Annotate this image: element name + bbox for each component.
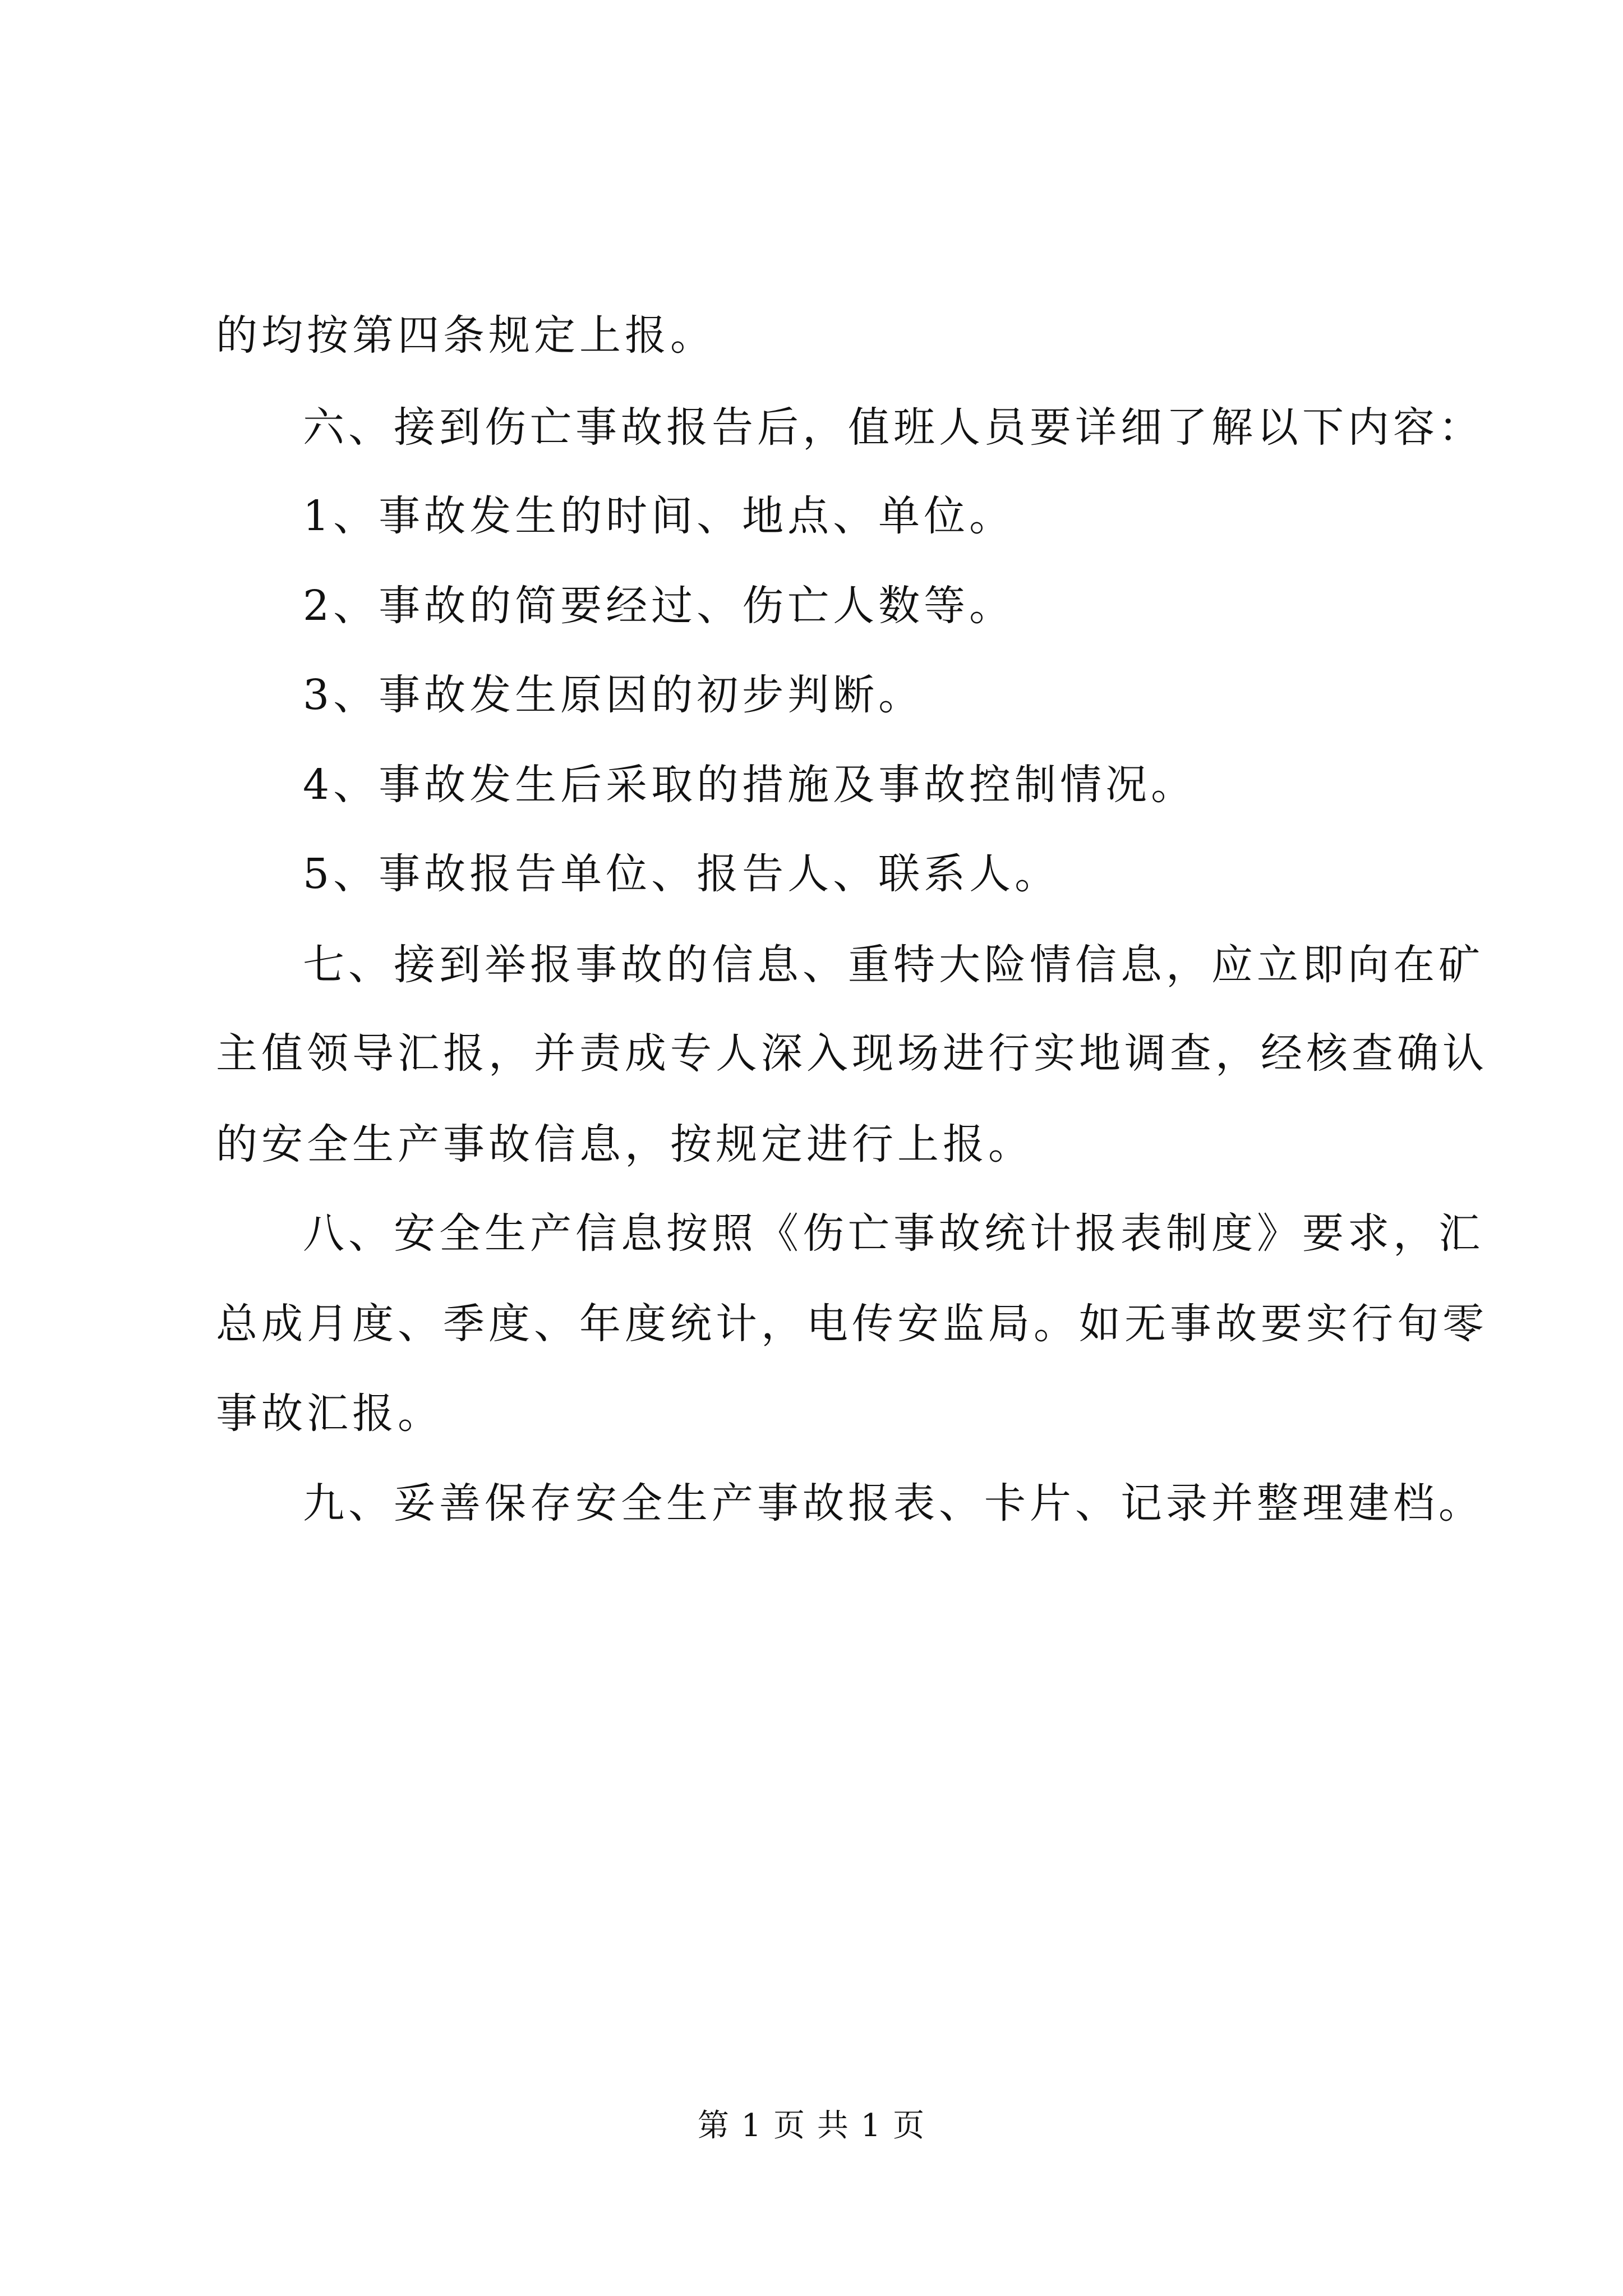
- text-line: 5、事故报告单位、报告人、联系人。: [303, 850, 1061, 898]
- text-line: 1、事故发生的时间、地点、单位。: [303, 492, 1015, 540]
- text-line: 3、事故发生原因的初步判断。: [303, 671, 924, 719]
- text-line: 七、接到举报事故的信息、重特大险情信息，应立即向在矿: [303, 941, 1484, 989]
- text-line: 八、安全生产信息按照《伤亡事故统计报表制度》要求，汇: [303, 1209, 1484, 1258]
- page-number-footer: 第 1 页 共 1 页: [697, 2108, 926, 2144]
- text-line: 九、妥善保存安全生产事故报表、卡片、记录并整理建档。: [303, 1479, 1484, 1527]
- text-line: 事故汇报。: [216, 1389, 443, 1438]
- text-line: 主值领导汇报，并责成专人深入现场进行实地调查，经核查确认: [216, 1029, 1488, 1078]
- text-line: 2、事故的简要经过、伤亡人数等。: [303, 582, 1015, 630]
- text-line: 4、事故发生后采取的措施及事故控制情况。: [303, 761, 1197, 809]
- text-line: 的均按第四条规定上报。: [216, 311, 716, 360]
- text-line: 总成月度、季度、年度统计，电传安监局。如无事故要实行旬零: [216, 1300, 1488, 1348]
- text-line: 的安全生产事故信息，按规定进行上报。: [216, 1120, 1034, 1168]
- text-line: 六、接到伤亡事故报告后，值班人员要详细了解以下内容：: [303, 403, 1484, 452]
